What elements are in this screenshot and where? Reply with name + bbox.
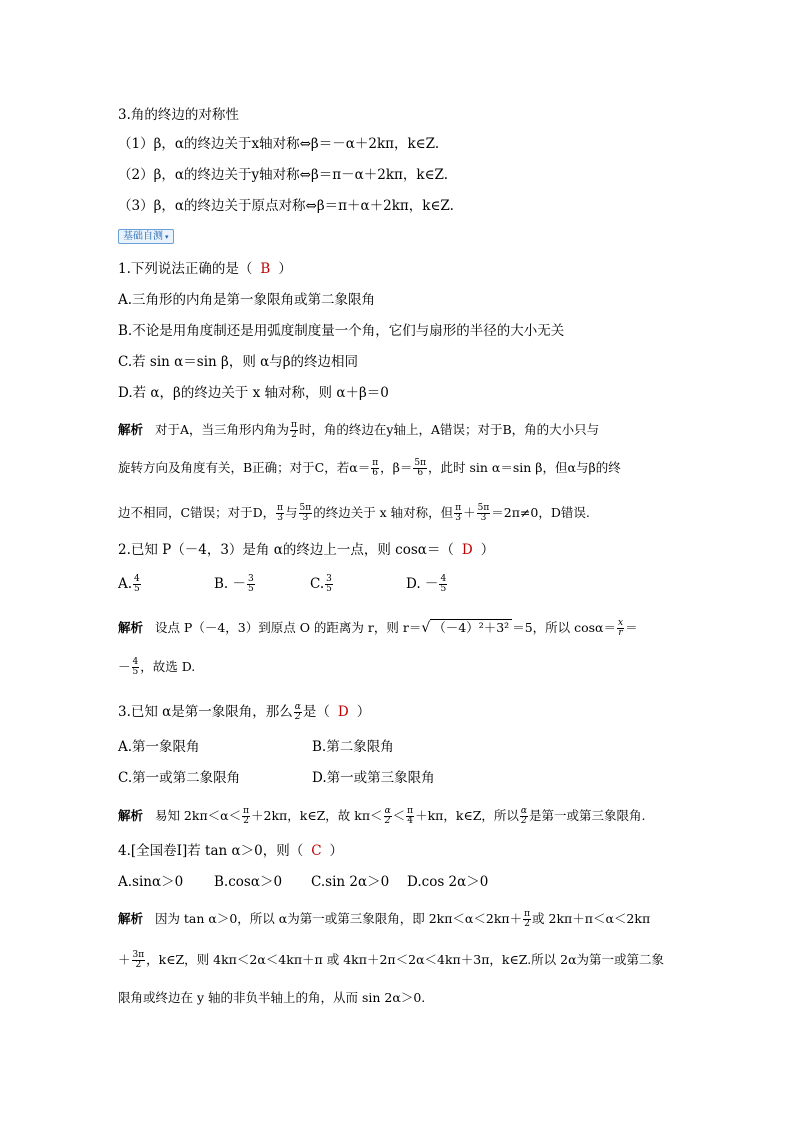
badge-label: 基础自测 [123, 231, 163, 242]
q1-sol-text: ，此时 sin α＝sin β，但α与β的终 [428, 460, 621, 475]
q1-sol-text: 时，角的终边在y轴上，A错误；对于B，角的大小只与 [298, 422, 600, 437]
q2-stem [118, 540, 494, 560]
section-title: 3.角的终边的对称性 [118, 107, 239, 123]
q2-sol-text: 设点 P（－4，3）到原点 O 的距离为 r，则 r＝ [154, 620, 422, 635]
q4-sol-text: ，k∈Z，则 4kπ＜2α＜4kπ＋π 或 4kπ＋2π＜2α＜4kπ＋3π，k∈Z.所以 2α为第一或第二象 [146, 952, 665, 967]
q1-sol-text: 对于A，当三角形内角为 [154, 422, 289, 437]
q3-stem-text: 3.已知 α是第一象限角，那么 [118, 704, 293, 720]
q1-option-c: C.若 sin α＝sin β，则 α与β的终边相同 [118, 354, 359, 370]
q4-solution-line-1 [118, 909, 650, 929]
q3-stem [118, 702, 370, 722]
symmetry-item-1: （1）β，α的终边关于x轴对称⇔β＝－α＋2kπ，k∈Z. [118, 136, 440, 152]
q4-solution-line-3: 限角或终边在 y 轴的非负半轴上的角，从而 sin 2α＞0. [118, 990, 426, 1005]
q3-options-row-1 [118, 737, 394, 757]
symmetry-item-3: （3）β，α的终边关于原点对称⇔β＝π＋α＋2kπ，k∈Z. [118, 198, 454, 214]
fraction: $\frac{\pi}{2}$ [290, 420, 297, 440]
q1-sol-text: ＋ [463, 505, 476, 520]
q1-option-a: A.三角形的内角是第一象限角或第二象限角 [118, 292, 376, 308]
q2-solution-line-2 [118, 657, 195, 677]
sqrt-expression: （－4）²＋3² [430, 619, 512, 636]
fraction: $\frac{3\pi}{2}$ [132, 950, 145, 970]
q3-close: ） [356, 704, 371, 720]
q1-sol-text: ＝2π≠0，D错误. [491, 505, 590, 520]
q3-option-a: A.第一象限角 [118, 739, 200, 755]
q1-solution-line-3 [118, 503, 590, 523]
q2-solution-label: 解析 [118, 620, 144, 635]
q1-sol-text: 的终边关于 x 轴对称，但 [313, 505, 454, 520]
q1-solution-label: 解析 [118, 422, 144, 437]
fraction: $\frac{5\pi}{3}$ [299, 503, 312, 523]
q1-stem-text: 1.下列说法正确的是（ [118, 261, 253, 277]
q2-option-d: D. － $\frac{4}{5}$ [406, 574, 447, 594]
q2-option-a: A. $\frac{4}{5}$ [118, 574, 140, 594]
q3-option-b: B.第二象限角 [312, 739, 394, 755]
q1-solution-line-2 [118, 458, 621, 478]
q4-solution-label: 解析 [118, 911, 144, 926]
q1-sol-text: 旋转方向及角度有关，B正确；对于C，若α＝ [118, 460, 371, 475]
q1-sol-text: 边不相同，C错误；对于D， [118, 505, 276, 520]
q4-option-d: D.cos 2α＞0 [407, 874, 489, 890]
fraction: $\frac{4}{5}$ [132, 657, 139, 677]
q1-answer: B [260, 261, 271, 277]
q3-sol-text: 是第一或第三象限角. [528, 808, 646, 823]
q2-option-c: C. $\frac{3}{5}$ [310, 574, 332, 594]
q2-close: ） [480, 542, 495, 558]
basic-self-test-badge [118, 229, 174, 244]
q4-sol-text: 或 2kπ＋π＜α＜2kπ [532, 911, 651, 926]
q4-options [118, 872, 488, 892]
q2-sol-text: － [118, 659, 131, 674]
q3-answer: D [337, 704, 349, 720]
q2-sol-text: ，故选 D. [140, 659, 196, 674]
fraction: $\frac{x}{r}$ [618, 618, 624, 638]
q4-sol-text: ＋ [118, 952, 131, 967]
q3-sol-text: ＋kπ，k∈Z，所以 [415, 808, 519, 823]
q3-sol-text: ＜ [392, 808, 406, 823]
q4-answer: C [311, 843, 322, 859]
q4-stem [118, 841, 343, 861]
q4-solution-line-2 [118, 950, 664, 970]
q4-stem-text: 4.[全国卷Ⅰ]若 tan α＞0，则（ [118, 843, 304, 859]
fraction: $\frac{\pi}{4}$ [407, 806, 414, 826]
q1-sol-text: ，β＝ [380, 460, 413, 475]
q1-stem [118, 259, 292, 279]
q3-options-row-2 [118, 768, 435, 788]
fraction: $\frac{\alpha}{2}$ [520, 806, 527, 826]
q3-option-c: C.第一或第二象限角 [118, 770, 241, 786]
q4-option-b: B.cosα＞0 [214, 874, 283, 890]
q3-solution [118, 806, 645, 826]
q4-option-c: C.sin 2α＞0 [311, 874, 390, 890]
q2-stem-text: 2.已知 P（－4，3）是角 α的终边上一点，则 cosα＝（ [118, 542, 454, 558]
q3-solution-label: 解析 [118, 808, 144, 823]
q1-solution-line-1 [118, 420, 599, 440]
fraction: $\frac{\alpha}{2}$ [384, 806, 391, 826]
q2-solution-line-1: 解析 设点 P（－4，3）到原点 O 的距离为 r，则 r＝√ （－4）²＋3² ＝5，所以 cosα＝ $\frac{x}{r}$ ＝ [118, 618, 638, 638]
fraction: $\frac{\pi}{6}$ [372, 458, 379, 478]
symmetry-item-2: （2）β，α的终边关于y轴对称⇔β＝π－α＋2kπ，k∈Z. [118, 167, 448, 183]
caret-down-icon: ▾ [165, 233, 169, 241]
fraction: $\frac{\pi}{3}$ [455, 503, 462, 523]
q3-sol-text: 易知 2kπ＜α＜ [154, 808, 242, 823]
q2-sol-text: ＝ [625, 620, 638, 635]
q4-sol-text: 因为 tan α＞0，所以 α为第一或第三象限角，即 2kπ＜α＜2kπ＋ [154, 911, 523, 926]
q2-answer: D [461, 542, 473, 558]
q1-option-b: B.不论是用角度制还是用弧度制度量一个角，它们与扇形的半径的大小无关 [118, 323, 565, 339]
fraction: $\frac{5\pi}{6}$ [414, 458, 427, 478]
q3-stem-text: 是（ [302, 704, 330, 720]
q2-option-b: B. － $\frac{3}{5}$ [214, 574, 254, 594]
q1-close: ） [278, 261, 292, 277]
q4-option-a: A.sinα＞0 [118, 874, 184, 890]
q1-option-d: D.若 α，β的终边关于 x 轴对称，则 α＋β＝0 [118, 385, 389, 401]
fraction: $\frac{\pi}{2}$ [524, 909, 531, 929]
q2-sol-text: ＝5，所以 cosα＝ [512, 620, 616, 635]
fraction: $\frac{\alpha}{2}$ [294, 702, 301, 722]
q1-sol-text: 与 [285, 505, 298, 520]
q4-close: ） [329, 843, 344, 859]
q3-option-d: D.第一或第三象限角 [312, 770, 435, 786]
q3-sol-text: ＋2kπ，k∈Z，故 kπ＜ [251, 808, 383, 823]
fraction: $\frac{5\pi}{3}$ [477, 503, 490, 523]
fraction: $\frac{\pi}{3}$ [277, 503, 284, 523]
q2-options [118, 574, 448, 594]
fraction: $\frac{\pi}{2}$ [243, 806, 250, 826]
